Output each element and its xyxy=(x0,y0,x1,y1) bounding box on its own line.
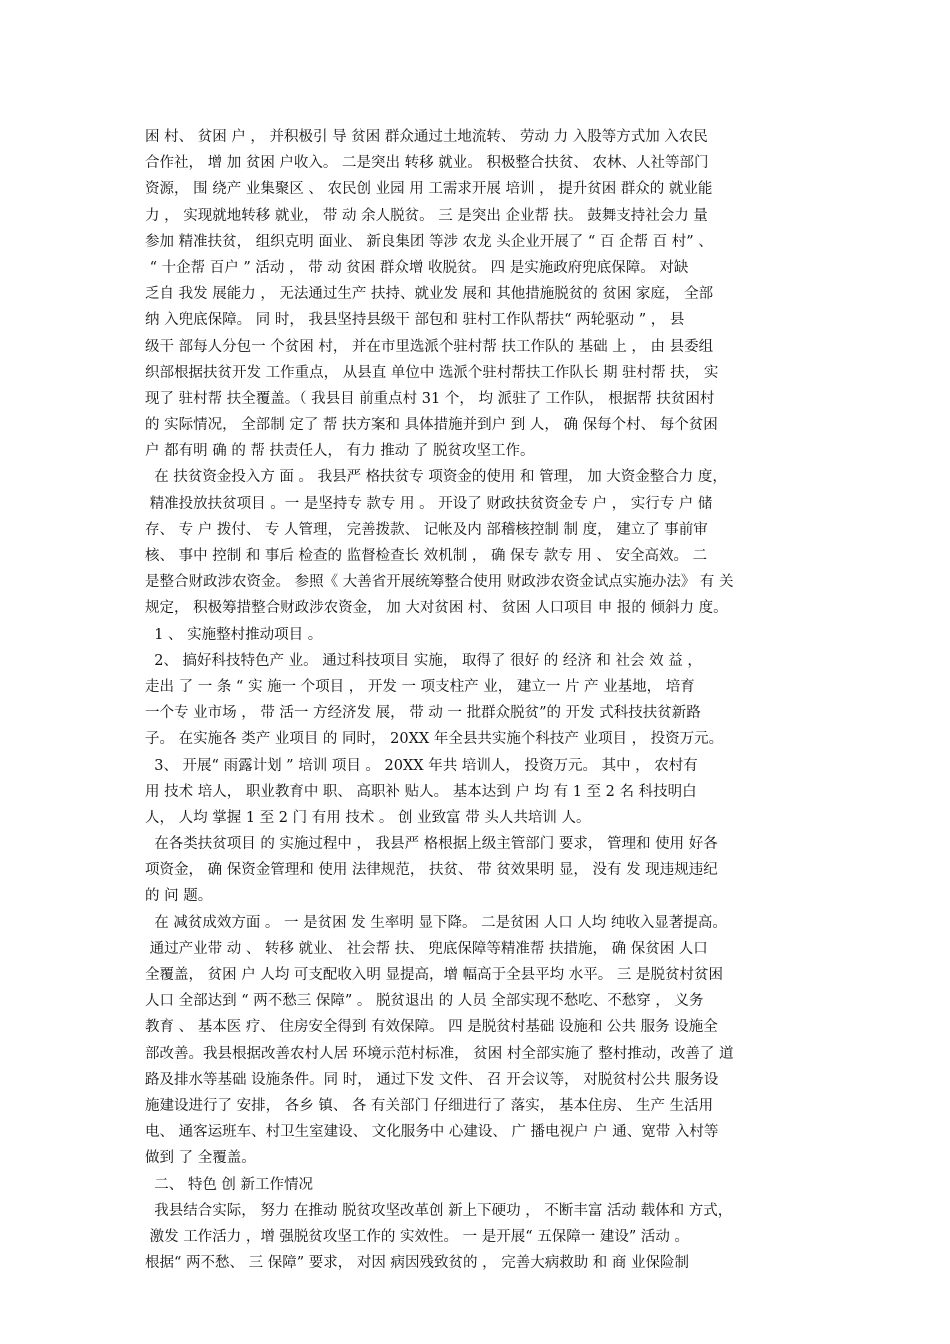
text-line: 存、 专 户 拨付、 专 人管理， 完善拨款、 记帐及内 部稽核控制 制 度， 建立了 事前审 xyxy=(145,521,708,538)
text-line: 二、 特色 创 新工作情况 xyxy=(145,1176,314,1193)
text-line: 一个专 业市场 ， 带 活一 方经济发 展， 带 动 一 批群众脱贫”的 开发 式科技扶贫新路 xyxy=(145,705,701,722)
text-line: 3、 开展“ 雨露计划 ” 培训 项目 。 20XX 年共 培训人， 投资万元。 其中 ， 农村有 xyxy=(145,757,698,774)
text-line: 人， 人均 掌握 1 至 2 门 有用 技术 。 创 业致富 带 头人共培训 人。 xyxy=(145,809,591,826)
text-line: 2、 搞好科技特色产 业。 通过科技项目 实施， 取得了 很好 的 经济 和 社会 效 益 ， xyxy=(145,652,702,669)
text-line: 做到 了 全覆盖。 xyxy=(145,1150,256,1167)
text-line: 路及排水等基础 设施条件。同 时， 通过下发 文件、 召 开会议等， 对脱贫村公共 服务设 xyxy=(145,1071,719,1088)
text-line: 核、 事中 控制 和 事后 检查的 监督检查长 效机制 ， 确 保专 款专 用 、 安全高效。 二 xyxy=(145,548,708,564)
text-line: 通过产业带 动 、 转移 就业、 社会帮 扶、 兜底保障等精准帮 扶措施， 确 保贫困 人口 xyxy=(145,940,708,957)
text-line: 资源， 围 绕产 业集聚区 、 农民创 业园 用 工需求开展 培训 ， 提升贫困 群众的 就业能 xyxy=(145,181,713,198)
text-line: 纳 入兜底保障。 同 时， 我县坚持县级干 部包和 驻村工作队帮扶“ 两轮驱动 ” ， 县 xyxy=(145,312,685,329)
text-line: 我县结合实际， 努力 在推动 脱贫攻坚改革创 新上下硬功 ， 不断丰富 活动 载体和 方式， xyxy=(145,1202,733,1219)
text-line: 激发 工作活力 ，增 强脱贫攻坚工作的 实效性。 一 是开展“ 五保障一 建设” 活动 。 xyxy=(145,1228,690,1245)
document-body xyxy=(145,124,817,1276)
text-line: 合作社， 增 加 贫困 户收入。 二是突出 转移 就业。 积极整合扶贫、 农林、人社等部门 xyxy=(145,155,709,172)
text-line: “ 十企帮 百户 ” 活动 ， 带 动 贫困 群众增 收脱贫。 四 是实施政府兜底保障。 对缺 xyxy=(145,259,689,276)
text-line: 户 都有明 确 的 帮 扶责任人， 有力 推动 了 脱贫攻坚工作。 xyxy=(145,443,535,460)
text-line: 教育 、 基本医 疗、 住房安全得到 有效保障。 四 是脱贫村基础 设施和 公共 服务 设施全 xyxy=(145,1019,718,1036)
text-line: 级干 部每人分包一 个贫困 村， 并在市里选派个驻村帮 扶工作队的 基础 上 ， 由 县委组 xyxy=(145,338,714,355)
text-line: 在 扶贫资金投入方 面 。 我县严 格扶贫专 项资金的使用 和 管理， 加 大资金整合力 度， xyxy=(145,469,727,486)
text-line: 子。 在实施各 类产 业项目 的 同时， 20XX 年全县共实施个科技产 业项目 ， 投资万元。 xyxy=(145,731,724,748)
text-line: 电、 通客运班车、村卫生室建设、 文化服务中 心建设、 广 播电视户 户 通、宽带 入村等 xyxy=(145,1124,719,1141)
text-line: 施建设进行了 安排， 各乡 镇、 各 有关部门 仔细进行了 落实， 基本住房、 生产 生活用 xyxy=(145,1097,714,1114)
text-line: 走出 了 一 条 “ 实 施一 个项目 ， 开发 一 项支柱产 业， 建立一 片 产 业基地， 培育 xyxy=(145,678,695,695)
text-line: 项资金， 确 保资金管理和 使用 法律规范， 扶贫、 带 贫效果明 显， 没有 发 现违规违纪 xyxy=(145,862,718,879)
text-line: 精准投放扶贫项目 。一 是坚持专 款专 用 。 开设了 财政扶贫资金专 户 ， 实行专 户 储 xyxy=(145,495,713,512)
text-line: 力 ， 实现就地转移 就业， 带 动 余人脱贫。 三 是突出 企业帮 扶。 鼓舞支持社会力 量 xyxy=(145,207,708,224)
text-line: 根据“ 两不愁、 三 保障” 要求， 对因 病因残致贫的 ， 完善大病救助 和 商 业保险制 xyxy=(145,1255,690,1272)
text-line: 困 村、 贫困 户 ， 并积极引 导 贫困 群众通过土地流转、 劳动 力 入股等方式加 入农民 xyxy=(145,129,708,145)
text-line: 在 减贫成效方面 。 一 是贫困 发 生率明 显下降。 二是贫困 人口 人均 纯收入显著提高。 xyxy=(145,914,727,931)
text-line: 参加 精准扶贫， 组织克明 面业、 新良集团 等涉 农龙 头企业开展了 “ 百 企帮 百 村” 、 xyxy=(145,233,713,250)
text-line: 现了 驻村帮 扶全覆盖。（ 我县目 前重点村 31 个， 均 派驻了 工作队， 根据帮 扶贫困村 xyxy=(145,390,715,407)
text-line: 规定， 积极筹措整合财政涉农资金， 加 大对贫困 村、 贫困 人口项目 申 报的 倾斜力 度。 xyxy=(145,600,728,617)
text-line: 的 实际情况， 全部制 定了 帮 扶方案和 具体措施并到户 到 人， 确 保每个村、 每个贫困 xyxy=(145,417,718,434)
text-line: 用 技术 培人， 职业教育中 职、 高职补 贴人。 基本达到 户 均 有 1 至 2 名 科技明白 xyxy=(145,783,697,800)
text-line: 人口 全部达到 “ 两不愁三 保障” 。 脱贫退出 的 人员 全部实现不愁吃、不愁穿 ， 义务 xyxy=(145,993,704,1010)
text-line: 乏自 我发 展能力 ， 无法通过生产 扶持、就业发 展和 其他措施脱贫的 贫困 家庭， 全部 xyxy=(145,286,714,303)
text-line: 的 问 题。 xyxy=(145,888,213,905)
text-line: 织部根据扶贫开发 工作重点， 从县直 单位中 选派个驻村帮扶工作队长 期 驻村帮 扶， 实 xyxy=(145,364,719,381)
text-line: 是整合财政涉农资金。 参照《 大善省开展统筹整合使用 财政涉农资金试点实施办法》 有 关 xyxy=(145,574,734,591)
text-line: 1 、 实施整村推动项目 。 xyxy=(145,626,323,643)
text-line: 部改善。我县根据改善农村人居 环境示范村标准， 贫困 村全部实施了 整村推动，改善了 道 xyxy=(145,1045,734,1062)
text-line: 全覆盖， 贫困 户 人均 可支配收入明 显提高，增 幅高于全县平均 水平。 三 是脱贫村贫困 xyxy=(145,967,723,983)
text-line: 在各类扶贫项目 的 实施过程中 ， 我县严 格根据上级主管部门 要求， 管理和 使用 好各 xyxy=(145,836,718,853)
